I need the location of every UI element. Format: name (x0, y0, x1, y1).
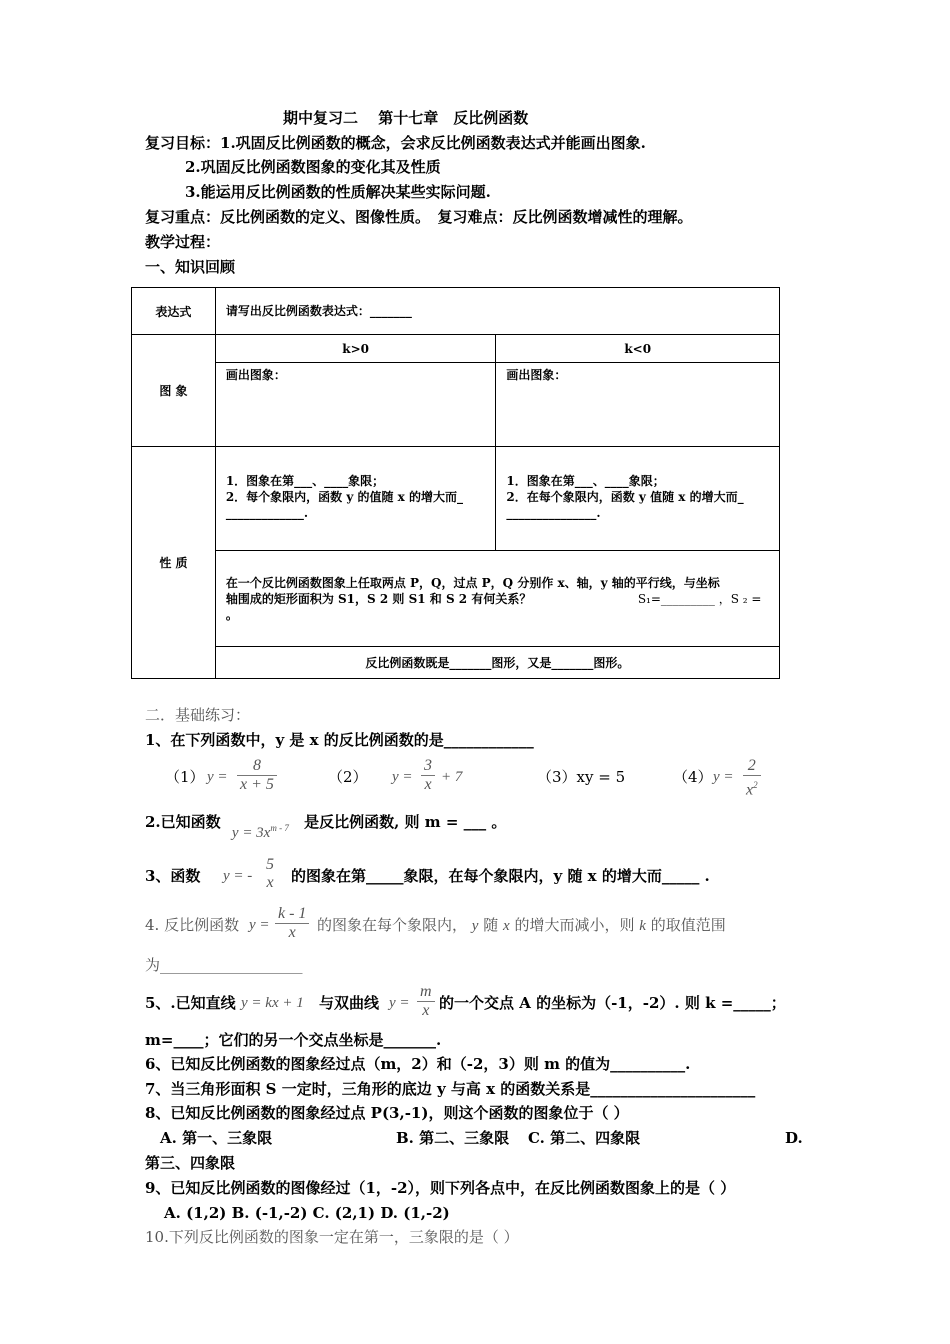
property-positive-line-1: 1．图象在第___、____象限； (225, 474, 385, 488)
q1-option-2-label: （2） (328, 768, 368, 786)
q1-option-4-denominator-exponent: 2 (753, 780, 758, 790)
q5-line-2: m=____；它们的另一个交点坐标是_______. (145, 1031, 442, 1049)
q2-function (232, 825, 289, 841)
q4-lhs: y = (249, 917, 270, 933)
q1-option-4-label: （4） (673, 768, 713, 786)
q4-body (317, 915, 726, 936)
q4-numerator: k - 1 (275, 905, 309, 924)
expression-label: 表达式 (132, 288, 216, 335)
q4-var-y: y (471, 918, 479, 934)
q9-stem: 9、已知反比例函数的图像经过（1，-2），则下列各点中，在反比例函数图象上的是（ ） (145, 1179, 736, 1197)
area-answer-blanks: S₁=_________ ，S ₂ = (637, 592, 762, 606)
q1-option-2-denominator: x (424, 776, 432, 793)
area-question-text: 轴围成的矩形面积为 S1，S 2 则 S1 和 S 2 有何关系？ (225, 592, 532, 606)
property-positive (215, 447, 496, 551)
q10: 10.下列反比例函数的图象一定在第一，三象限的是（ ） (145, 1228, 519, 1246)
q1-option-2-tail: + 7 (441, 769, 463, 785)
q1-option-2-numerator: 3 (421, 757, 435, 776)
q3-lhs: y = - (223, 868, 253, 884)
q3-denominator: x (266, 874, 274, 891)
q5-mid: 与双曲线 (319, 994, 380, 1012)
knowledge-review-table (131, 287, 780, 679)
q1-option-1-fraction (237, 757, 277, 794)
q5-pre: 5、.已知直线 (145, 994, 236, 1012)
q4-fraction (275, 905, 309, 942)
q8-option-d: D. (785, 1129, 803, 1147)
q1-option-4-lhs: y = (713, 769, 734, 785)
area-question (215, 551, 779, 647)
q4-line-2: 为___________________ (145, 956, 303, 974)
q4-pre: 4. 反比例函数 (145, 916, 240, 934)
q1-option-4-denominator (743, 776, 761, 799)
page-title: 期中复习二 第十七章 反比例函数 (283, 109, 529, 127)
q4-post: 的取值范围 (650, 916, 726, 934)
property-negative (496, 447, 780, 551)
q3-fraction (263, 856, 277, 892)
area-question-line-1: 在一个反比例函数图象上任取两点 P，Q，过点 P，Q 分别作 x、轴，y 轴的平行线，与坐标 (225, 576, 720, 590)
q8-option-d-text: 第三、四象限 (145, 1154, 236, 1172)
q1-option-4-numerator: 2 (743, 757, 761, 776)
q2-pre: 2.已知函数 (145, 813, 221, 831)
q2-function-base: y = 3x (231, 825, 271, 841)
q6: 6、已知反比例函数的图象经过点（m，2）和（-2，3）则 m 的值为__________. (145, 1055, 691, 1073)
area-question-line-3: 。 (225, 608, 238, 622)
property-negative-line-2: 2．在每个象限内，函数 y 值随 x 的增大而_ (506, 490, 744, 504)
q5-line-equation: y = kx + 1 (241, 995, 304, 1011)
k-positive-header: k>0 (215, 335, 496, 363)
section-basic-practice: 二．基础练习： (145, 706, 251, 724)
q5-fraction (417, 983, 435, 1020)
q9-options: A. (1,2) B. (-1,-2) C. (2,1) D. (1,-2) (164, 1204, 450, 1222)
q2 (145, 808, 507, 841)
q4-denominator: x (288, 924, 296, 941)
teaching-process: 教学过程： (145, 233, 221, 251)
q8-option-b: B. 第二、三象限 (396, 1129, 510, 1147)
q8-stem: 8、已知反比例函数的图象经过点 P(3,-1)，则这个函数的图象位于（ ） (145, 1104, 629, 1122)
q3-numerator: 5 (266, 856, 274, 873)
expression-content: 请写出反比例函数表达式：_______ (215, 288, 779, 335)
property-negative-line-1: 1．图象在第___、____象限； (506, 474, 665, 488)
q1-option-4-denominator-base: x (746, 781, 754, 799)
q1-option-1-lhs: y = (207, 769, 228, 785)
draw-negative-area: 画出图象： (496, 363, 780, 447)
property-negative-line-3: _______________. (506, 506, 601, 520)
q1-option-3: （3）xy = 5 (537, 768, 626, 786)
property-label: 性 质 (132, 447, 216, 679)
q5-post: 的一个交点 A 的坐标为（-1，-2）. 则 k =_____； (439, 994, 786, 1012)
q1-option-1-label: （1） (165, 768, 205, 786)
q4-var-k: k (639, 918, 646, 934)
section-knowledge-review: 一、知识回顾 (145, 258, 236, 276)
q2-post: 是反比例函数, 则 m = ___ 。 (304, 813, 507, 831)
q5-lhs: y = (389, 995, 410, 1011)
q8-option-c: C. 第二、四象限 (528, 1129, 641, 1147)
review-goal-2: 2.巩固反比例函数图象的变化其及性质 (185, 158, 441, 176)
q1-option-2-fraction (421, 757, 435, 794)
review-goal-3: 3.能运用反比例函数的性质解决某些实际问题. (185, 183, 491, 201)
q7: 7、当三角形面积 S 一定时，三角形的底边 y 与高 x 的函数关系是______________________ (145, 1080, 756, 1098)
key-points: 复习重点：反比例函数的定义、图像性质。 复习难点：反比例函数增减性的理解。 (145, 208, 693, 226)
q1-option-1-numerator: 8 (237, 757, 277, 776)
area-question-line-2 (226, 591, 769, 607)
q4-mid2: 随 (483, 916, 499, 934)
draw-positive-area: 画出图象： (215, 363, 496, 447)
property-positive-line-2: 2．每个象限内，函数 y 的值随 x 的增大而_ (225, 490, 464, 504)
graph-label: 图 象 (132, 335, 216, 447)
q3-post: 的图象在第_____象限，在每个象限内，y 随 x 的增大而_____ . (291, 867, 710, 885)
q1-stem: 1、在下列函数中，y 是 x 的反比例函数的是____________ (145, 731, 534, 749)
k-negative-header: k<0 (496, 335, 780, 363)
symmetry-question: 反比例函数既是_______图形，又是_______图形。 (215, 647, 779, 679)
q1-option-1-denominator: x + 5 (240, 776, 274, 793)
q5-numerator: m (417, 983, 435, 1002)
review-goal-1: 复习目标：1.巩固反比例函数的概念，会求反比例函数表达式并能画出图象. (145, 134, 646, 152)
q4-var-x: x (503, 918, 510, 934)
q2-function-exponent: m - 7 (270, 823, 289, 833)
q1-option-4-fraction (743, 757, 761, 799)
q1-option-2-lhs: y = (392, 769, 413, 785)
q3-pre: 3、函数 (145, 867, 201, 885)
property-positive-line-3: _____________. (225, 506, 309, 520)
q8-option-a: A. 第一、三象限 (160, 1129, 273, 1147)
q4-mid3: 的增大而减小，则 (514, 916, 635, 934)
q5-denominator: x (422, 1002, 430, 1019)
q4-mid: 的图象在每个象限内， (317, 916, 468, 934)
